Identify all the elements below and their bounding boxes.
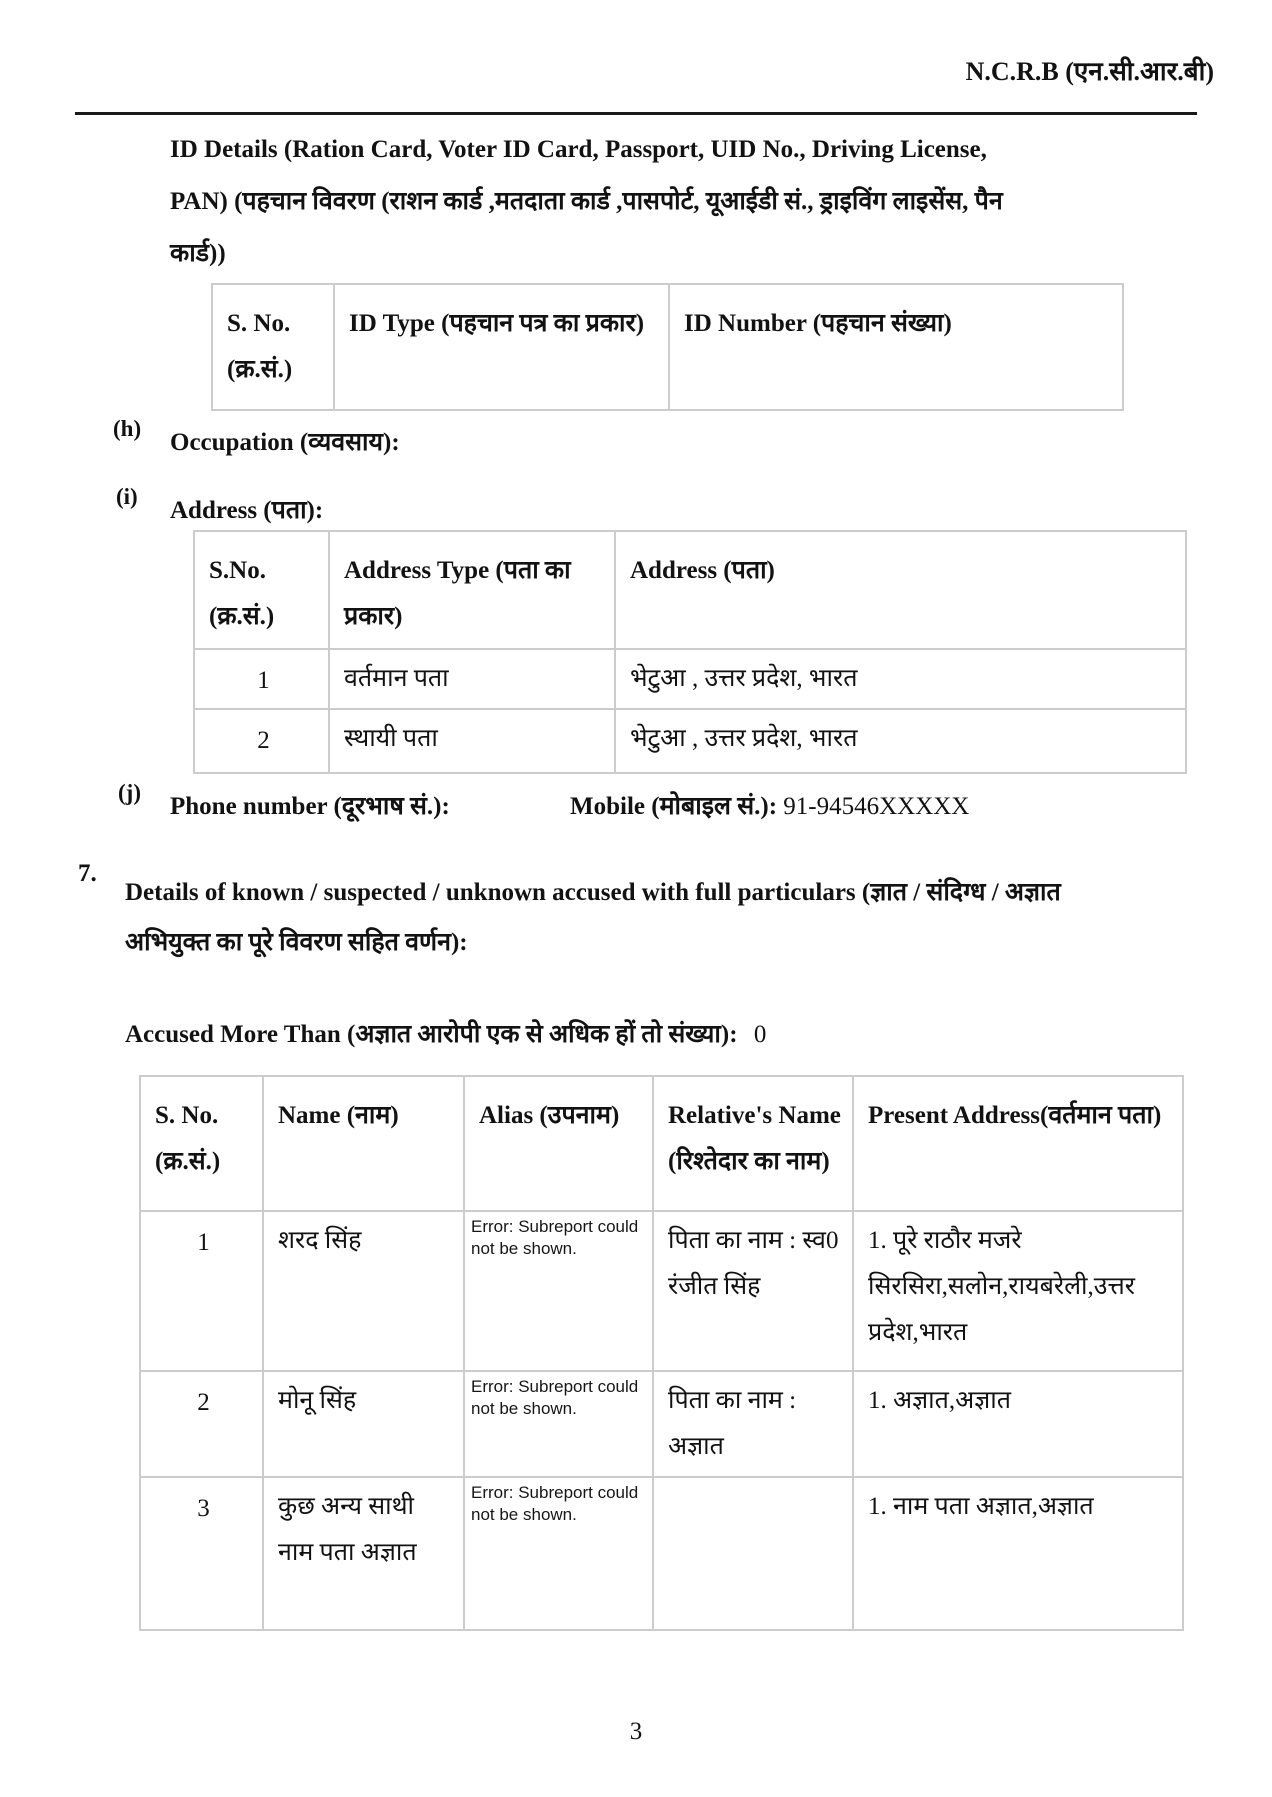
- accused-table: [139, 1075, 1184, 1631]
- addr-col-type: Address Type (पता का प्रकार): [329, 531, 615, 649]
- id-col-type: ID Type (पहचान पत्र का प्रकार): [334, 284, 669, 410]
- ncrb-header: N.C.R.B (एन.सी.आर.बी): [965, 57, 1214, 86]
- address-label: Address (पता):: [170, 497, 324, 524]
- id-details-header-row: [212, 284, 1123, 410]
- id-details-table: [211, 283, 1124, 411]
- address-row-value: भेटुआ , उत्तर प्रदेश, भारत: [615, 649, 1186, 709]
- id-details-heading: ID Details (Ration Card, Voter ID Card, Passport, UID No., Driving License, PAN) (पहचान विवरण (राशन कार्ड ,मतदाता कार्ड ,पासपोर्ट, यूआईडी सं., ड्राइविंग लाइसेंस, पैन कार्ड)): [170, 136, 1003, 267]
- address-row: [194, 649, 1186, 709]
- phone-number-label: Phone number (दूरभाष सं.):: [170, 793, 450, 820]
- accused-row-present-address: 1. पूरे राठौर मजरे सिरसिरा,सलोन,रायबरेली,उत्तर प्रदेश,भारत: [853, 1211, 1183, 1371]
- accused-more-than-value: 0: [753, 1021, 767, 1048]
- id-col-sno: S. No. (क्र.सं.): [212, 284, 334, 410]
- accused-more-than-line: [125, 1016, 766, 1050]
- accused-row-relative: [653, 1477, 853, 1630]
- id-col-number: ID Number (पहचान संख्या): [669, 284, 1123, 410]
- accused-row-relative: पिता का नाम : स्व0 रंजीत सिंह: [653, 1211, 853, 1371]
- mobile-label: Mobile (मोबाइल सं.):: [570, 793, 778, 820]
- accused-row-alias-error: Error: Subreport could not be shown.: [464, 1371, 653, 1477]
- section-7-number: 7.: [78, 860, 97, 887]
- occupation-label: Occupation (व्यवसाय):: [170, 429, 400, 456]
- accused-header-row: [140, 1076, 1183, 1211]
- accused-row-present-address: 1. अज्ञात,अज्ञात: [853, 1371, 1183, 1477]
- accused-row-sno: 2: [140, 1371, 263, 1477]
- accused-row-name: मोनू सिंह: [263, 1371, 464, 1477]
- addr-col-sno: S.No. (क्र.सं.): [194, 531, 329, 649]
- mobile-number-line: [570, 788, 969, 822]
- page-number: 3: [629, 1718, 643, 1745]
- accused-more-than-label: Accused More Than (अज्ञात आरोपी एक से अधिक हों तो संख्या):: [125, 1021, 738, 1048]
- accused-row-present-address: 1. नाम पता अज्ञात,अज्ञात: [853, 1477, 1183, 1630]
- accused-row-alias-error: Error: Subreport could not be shown.: [464, 1477, 653, 1630]
- accused-col-sno: S. No. (क्र.सं.): [140, 1076, 263, 1211]
- accused-col-name: Name (नाम): [263, 1076, 464, 1211]
- address-row-sno: 1: [194, 649, 329, 709]
- address-row-value: भेटुआ , उत्तर प्रदेश, भारत: [615, 709, 1186, 773]
- address-row-sno: 2: [194, 709, 329, 773]
- mobile-value: 91-94546XXXXX: [783, 793, 970, 820]
- address-table: [193, 530, 1187, 774]
- accused-col-alias: Alias (उपनाम): [464, 1076, 653, 1211]
- header-divider: [75, 112, 1197, 115]
- addr-col-address: Address (पता): [615, 531, 1186, 649]
- address-header-row: [194, 531, 1186, 649]
- item-i-marker: (i): [116, 484, 138, 509]
- accused-row-relative: पिता का नाम : अज्ञात: [653, 1371, 853, 1477]
- accused-row-sno: 3: [140, 1477, 263, 1630]
- item-h-marker: (h): [113, 416, 142, 441]
- address-row-type: वर्तमान पता: [329, 649, 615, 709]
- address-row-type: स्थायी पता: [329, 709, 615, 773]
- accused-row: [140, 1477, 1183, 1630]
- accused-row-alias-error: Error: Subreport could not be shown.: [464, 1211, 653, 1371]
- section-7-heading: Details of known / suspected / unknown accused with full particulars (ज्ञात / संदिग्ध / अज्ञात अभियुक्त का पूरे विवरण सहित वर्णन):: [125, 879, 1061, 956]
- accused-row-sno: 1: [140, 1211, 263, 1371]
- accused-row: [140, 1371, 1183, 1477]
- accused-col-relative: Relative's Name (रिश्तेदार का नाम): [653, 1076, 853, 1211]
- item-j-marker: (j): [118, 780, 141, 805]
- accused-row-name: शरद सिंह: [263, 1211, 464, 1371]
- accused-row: [140, 1211, 1183, 1371]
- address-row: [194, 709, 1186, 773]
- accused-row-name: कुछ अन्य साथी नाम पता अज्ञात: [263, 1477, 464, 1630]
- accused-col-present-address: Present Address(वर्तमान पता): [853, 1076, 1183, 1211]
